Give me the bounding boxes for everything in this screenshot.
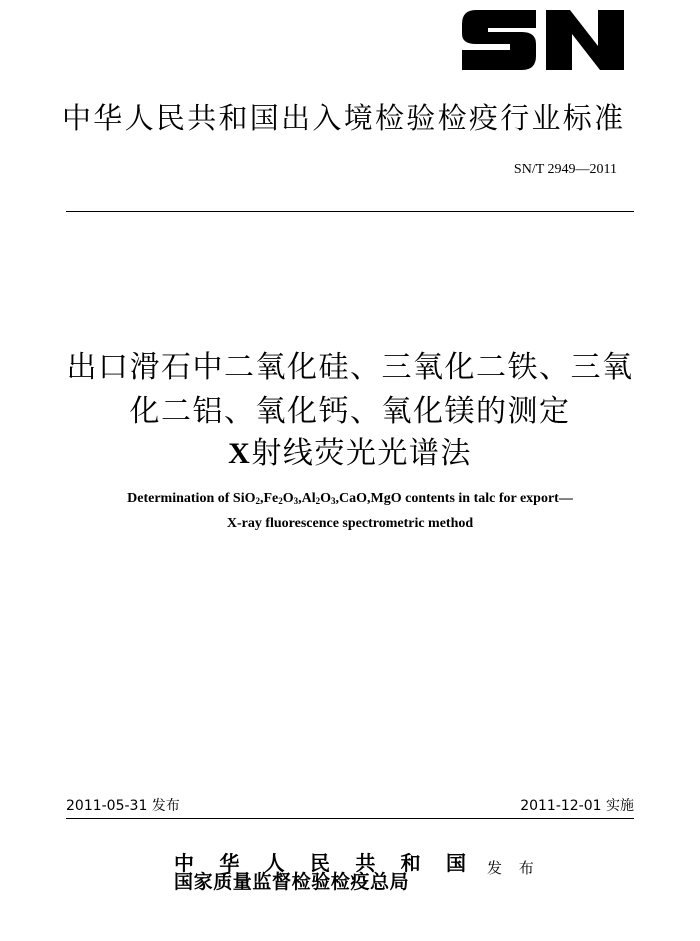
formula-sub: 2 bbox=[278, 496, 283, 506]
title-line-3 bbox=[0, 428, 700, 472]
formula-sio2: SiO bbox=[232, 491, 256, 506]
formula-part: O bbox=[320, 491, 332, 506]
formula-fe2o3: Fe bbox=[263, 491, 279, 506]
effective-date: 2011-12-01 实施 bbox=[520, 798, 634, 814]
standard-code: SN/T 2949—2011 bbox=[513, 162, 617, 177]
title-line-3-text: 射线荧光光谱法 bbox=[251, 436, 472, 471]
english-prefix: Determination of bbox=[127, 491, 233, 506]
sn-logo-mark bbox=[458, 4, 628, 74]
separator: , bbox=[298, 491, 302, 506]
title-line-1: 出口滑石中二氧化硅、三氧化二铁、三氧 bbox=[66, 350, 634, 385]
title-x-letter: X bbox=[228, 437, 252, 470]
header-title: 中华人民共和国出入境检验检疫行业标准 bbox=[62, 101, 626, 135]
issuer-country: 中 华 人 民 共 和 国 bbox=[174, 851, 466, 875]
issuer-agency: 国家质量监督检验检疫总局 bbox=[174, 871, 410, 893]
bottom-divider bbox=[66, 818, 634, 819]
formula-part: O bbox=[282, 491, 294, 506]
formula-sub: 3 bbox=[331, 496, 336, 506]
english-title-line-1 bbox=[0, 491, 700, 507]
issue-verb: 发 布 bbox=[487, 859, 540, 877]
title-line-2: 化二铝、氧化钙、氧化镁的测定 bbox=[129, 394, 571, 429]
formula-sub: 3 bbox=[293, 496, 299, 506]
formula-al2o3: Al bbox=[301, 491, 316, 506]
english-suffix: ,CaO,MgO contents in talc for export— bbox=[335, 491, 573, 506]
top-divider bbox=[66, 211, 634, 212]
separator: , bbox=[259, 491, 264, 506]
formula-sub: 2 bbox=[255, 496, 260, 506]
english-title-line-2: X-ray fluorescence spectrometric method bbox=[226, 516, 474, 531]
formula-sub: 2 bbox=[315, 496, 321, 506]
sn-logo bbox=[458, 4, 628, 74]
issue-date: 2011-05-31 发布 bbox=[66, 798, 180, 814]
